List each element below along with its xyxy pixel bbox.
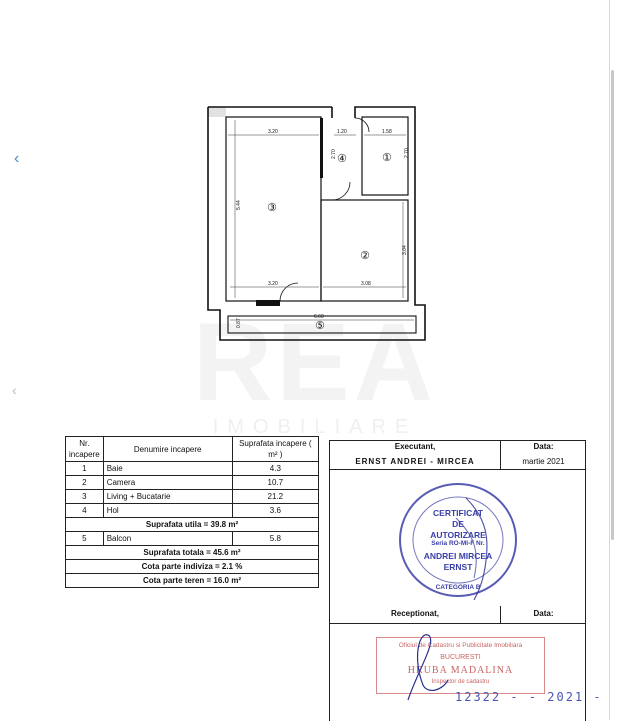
useful-area: Suprafata utila = 39.8 m² xyxy=(66,518,319,532)
divider xyxy=(330,469,585,470)
room-marker-4: ④ xyxy=(337,152,347,165)
header-area: Suprafata incapere ( m² ) xyxy=(232,437,318,462)
executant-name: ERNST ANDREI - MIRCEA xyxy=(355,457,475,466)
row-nr: 1 xyxy=(66,462,104,476)
header-name: Denumire incapere xyxy=(103,437,232,462)
dim-balcony-side: 0.87 xyxy=(236,318,242,328)
wall-fills xyxy=(208,107,323,306)
dim-living-top: 3.20 xyxy=(268,129,278,135)
dim-balcony-length: 6.60 xyxy=(314,314,324,320)
dim-living-bottom: 3.20 xyxy=(268,281,278,287)
dim-bedroom-bottom: 3.08 xyxy=(361,281,371,287)
row-nr: 2 xyxy=(66,476,104,490)
table-row xyxy=(66,476,319,490)
dim-hall-top: 1.20 xyxy=(337,129,347,135)
row-area: 21.2 xyxy=(232,490,318,504)
edge-mark-icon: ‹ xyxy=(12,382,17,398)
row-nr: 4 xyxy=(66,504,104,518)
seal-line: Seria RO-MI-F Nr. xyxy=(431,540,485,547)
row-area: 10.7 xyxy=(232,476,318,490)
executant-date-label: Data: xyxy=(533,442,554,451)
svg-text:REA xyxy=(193,305,437,424)
row-name: Baie xyxy=(103,462,232,476)
seal-line: CERTIFICAT xyxy=(433,508,483,518)
total-area-row xyxy=(66,546,319,560)
table-row xyxy=(66,490,319,504)
stamp-line: Inspector de cadastru xyxy=(431,679,490,685)
signature-icon xyxy=(398,630,458,705)
dim-living-side: 5.44 xyxy=(236,200,242,210)
room-marker-1: ① xyxy=(382,151,392,164)
executant-date: martie 2021 xyxy=(522,457,565,466)
registration-number: 12322 - - 2021 - xyxy=(455,690,603,704)
seal-line: ANDREI MIRCEA xyxy=(423,551,493,561)
receptionat-date-label: Data: xyxy=(533,609,554,618)
receptionat-label: Receptionat, xyxy=(390,609,439,618)
useful-area-row xyxy=(66,518,319,532)
svg-text:IMOBILIARE: IMOBILIARE xyxy=(212,416,418,438)
rea-watermark-logo xyxy=(190,305,440,440)
dim-hall-side: 2.70 xyxy=(331,149,337,159)
row-area: 3.6 xyxy=(232,504,318,518)
balcony-name: Balcon xyxy=(103,532,232,546)
seal-line: ERNST xyxy=(443,562,473,572)
header-nr: Nr. incapere xyxy=(66,437,104,462)
room-marker-2: ② xyxy=(360,249,370,262)
table-row xyxy=(66,532,319,546)
total-area: Suprafata totala = 45.6 m² xyxy=(66,546,319,560)
dim-bath-side: 2.70 xyxy=(404,148,410,158)
row-nr: 3 xyxy=(66,490,104,504)
door-swings xyxy=(280,118,369,301)
executant-label: Executant, xyxy=(394,442,436,451)
row-name: Living + Bucatarie xyxy=(103,490,232,504)
seal-line: CATEGORIA B xyxy=(435,584,481,591)
divider xyxy=(500,606,501,623)
cota-indiviza: Cota parte indiviza = 2.1 % xyxy=(66,560,319,574)
row-name: Camera xyxy=(103,476,232,490)
balcony-nr: 5 xyxy=(66,532,104,546)
room-marker-5: ⑤ xyxy=(315,319,325,332)
room-area-table xyxy=(65,436,319,588)
dim-bath-top: 1.58 xyxy=(382,129,392,135)
seal-line: DE xyxy=(452,519,464,529)
dim-bedroom-side: 3.04 xyxy=(402,245,408,255)
indiviza-row xyxy=(66,560,319,574)
divider xyxy=(500,441,501,469)
cota-teren: Cota parte teren = 16.0 m² xyxy=(66,574,319,588)
table-header-row xyxy=(66,437,319,462)
seal-line: AUTORIZARE xyxy=(430,530,486,540)
row-area: 4.3 xyxy=(232,462,318,476)
stamp-line: BUCURESTI xyxy=(440,654,481,661)
table-row xyxy=(66,504,319,518)
edge-mark-icon: ‹ xyxy=(14,150,20,167)
balcony-area: 5.8 xyxy=(232,532,318,546)
room-marker-3: ③ xyxy=(267,201,277,214)
teren-row xyxy=(66,574,319,588)
row-name: Hol xyxy=(103,504,232,518)
stamp-line: HRUBA MADALINA xyxy=(407,665,514,676)
table-row xyxy=(66,462,319,476)
stamp-line: Oficiul de Cadastru si Publicitate Imobiliara xyxy=(398,642,523,649)
divider xyxy=(330,623,585,624)
